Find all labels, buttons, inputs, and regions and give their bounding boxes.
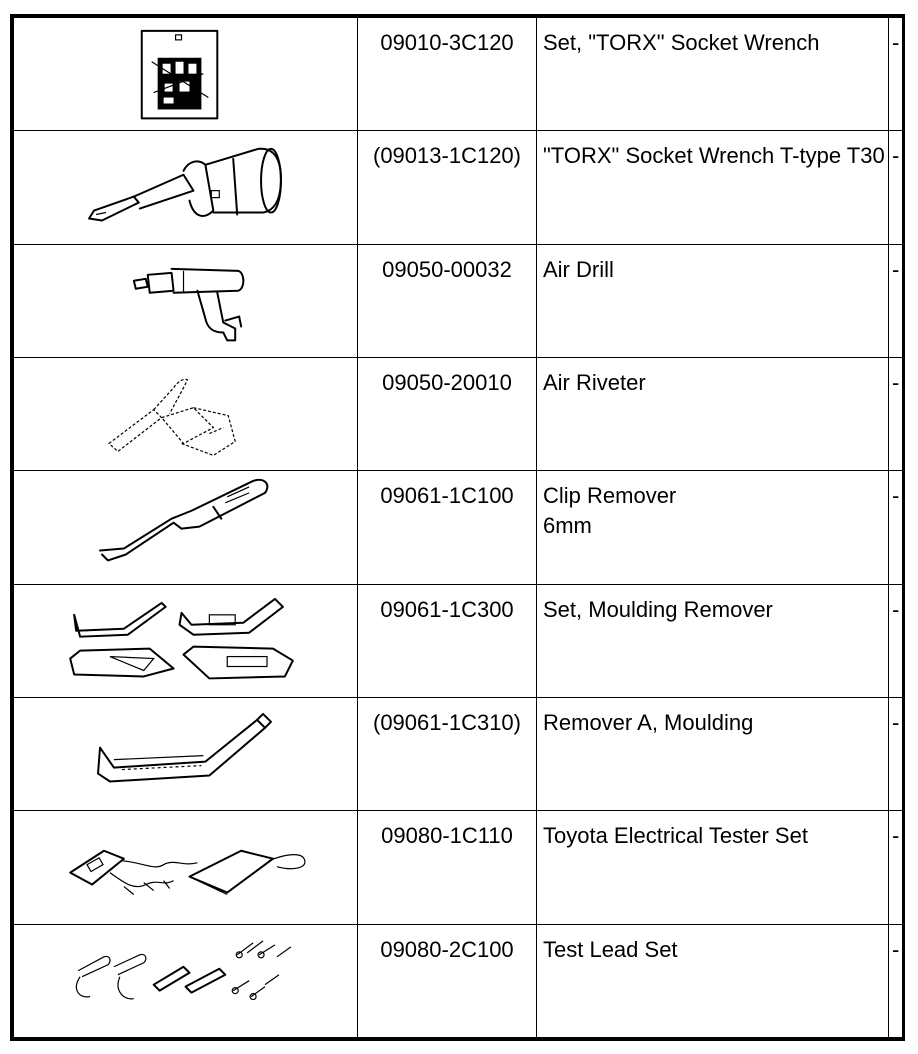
tool-note: - <box>889 357 903 470</box>
special-tools-table <box>13 17 903 1038</box>
tool-illustration-cell <box>14 924 358 1037</box>
table-row <box>14 244 903 357</box>
part-number: 09061-1C300 <box>358 584 537 697</box>
moulding-remover-a-icon <box>14 698 357 810</box>
tool-illustration-cell <box>14 584 358 697</box>
table-row <box>14 131 903 244</box>
tool-name: Air Riveter <box>537 357 889 470</box>
tool-name: Air Drill <box>537 244 889 357</box>
tool-illustration-cell <box>14 811 358 924</box>
part-number: 09080-1C110 <box>358 811 537 924</box>
table-row <box>14 697 903 810</box>
electrical-tester-set-icon <box>14 811 357 923</box>
special-tools-table-frame <box>10 14 905 1041</box>
tool-note: - <box>889 584 903 697</box>
tool-note: - <box>889 18 903 131</box>
tool-note: - <box>889 471 903 584</box>
part-number: 09050-00032 <box>358 244 537 357</box>
tool-note: - <box>889 697 903 810</box>
tool-illustration-cell <box>14 471 358 584</box>
part-number: (09061-1C310) <box>358 697 537 810</box>
tool-name: Set, Moulding Remover <box>537 584 889 697</box>
part-number: 09010-3C120 <box>358 18 537 131</box>
tool-name: Set, "TORX" Socket Wrench <box>537 18 889 131</box>
tool-illustration-cell <box>14 131 358 244</box>
table-row <box>14 811 903 924</box>
part-number: 09080-2C100 <box>358 924 537 1037</box>
tool-illustration-cell <box>14 697 358 810</box>
torx-socket-set-icon <box>14 18 357 130</box>
air-drill-icon <box>14 245 357 357</box>
moulding-remover-set-icon <box>14 585 357 697</box>
table-row <box>14 18 903 131</box>
torx-t-type-wrench-icon <box>14 131 357 243</box>
tool-name: "TORX" Socket Wrench T-type T30 <box>537 131 889 244</box>
tool-name: Toyota Electrical Tester Set <box>537 811 889 924</box>
tool-illustration-cell <box>14 244 358 357</box>
tool-name: Remover A, Moulding <box>537 697 889 810</box>
table-row <box>14 471 903 584</box>
part-number: 09061-1C100 <box>358 471 537 584</box>
tool-illustration-cell <box>14 357 358 470</box>
test-lead-set-icon <box>14 925 357 1037</box>
table-row <box>14 924 903 1037</box>
table-row <box>14 584 903 697</box>
tool-illustration-cell <box>14 18 358 131</box>
part-number: 09050-20010 <box>358 357 537 470</box>
tool-note: - <box>889 924 903 1037</box>
part-number: (09013-1C120) <box>358 131 537 244</box>
tool-name: Clip Remover 6mm <box>537 471 889 584</box>
tool-note: - <box>889 131 903 244</box>
tool-note: - <box>889 811 903 924</box>
table-row <box>14 357 903 470</box>
air-riveter-icon <box>14 358 357 470</box>
tool-note: - <box>889 244 903 357</box>
clip-remover-icon <box>14 471 357 583</box>
tool-name: Test Lead Set <box>537 924 889 1037</box>
